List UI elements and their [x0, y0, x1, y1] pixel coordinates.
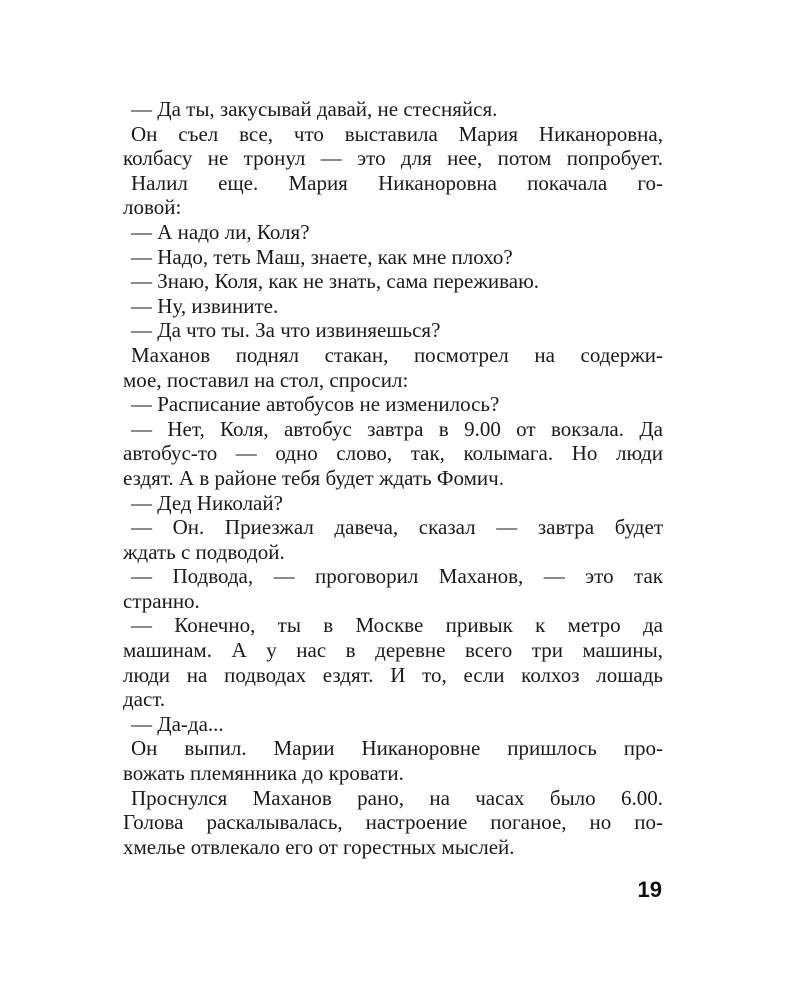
- text-line: — Да-да...: [131, 711, 224, 736]
- text-line: колбасу не тронул — это для нее, потом попробует.: [123, 146, 663, 171]
- text-line: — Да что ты. За что извиняешься?: [131, 318, 441, 343]
- text-line: Голова раскалывалась, настроение поганое, но по-: [123, 810, 663, 835]
- text-line: Проснулся Маханов рано, на часах было 6.00.: [131, 785, 663, 810]
- text-line: — Да ты, закусывай давай, не стесняйся.: [131, 97, 498, 121]
- text-line: вожать племянника до кровати.: [123, 761, 404, 786]
- text-line: люди на подводах ездят. И то, если колхоз лошадь: [123, 662, 663, 687]
- text-line: странно.: [123, 588, 200, 613]
- text-line: хмелье отвлекало его от горестных мыслей.: [123, 834, 515, 859]
- text-line: — Он. Приезжал давеча, сказал — завтра будет: [131, 515, 663, 540]
- text-line: — Надо, теть Маш, знаете, как мне плохо?: [131, 244, 513, 269]
- text-line: Он съел все, что выставила Мария Никаноровна,: [131, 121, 663, 146]
- text-line: ездят. А в районе тебя будет ждать Фомич.: [123, 465, 504, 490]
- text-line: даст.: [123, 687, 166, 712]
- text-line: — Нет, Коля, автобус завтра в 9.00 от вокзала. Да: [131, 416, 663, 441]
- page-number: 19: [637, 877, 662, 902]
- text-line: — А надо ли, Коля?: [131, 219, 310, 244]
- text-line: ждать с подводой.: [123, 539, 285, 564]
- text-line: машинам. А у нас в деревне всего три машины,: [123, 638, 663, 663]
- text-line: — Ну, извините.: [131, 293, 279, 318]
- text-line: Маханов поднял стакан, посмотрел на содержи-: [131, 342, 663, 367]
- text-line: автобус-то — одно слово, так, колымага. Но люди: [123, 441, 663, 466]
- page-text: [123, 97, 663, 859]
- text-line: — Конечно, ты в Москве привык к метро да: [131, 613, 663, 638]
- text-line: — Расписание автобусов не изменилось?: [131, 392, 500, 417]
- text-line: ловой:: [123, 195, 182, 220]
- text-line: — Дед Николай?: [131, 490, 283, 515]
- text-line: — Подвода, — проговорил Маханов, — это так: [131, 564, 663, 589]
- text-line: Налил еще. Мария Никаноровна покачала го-: [131, 170, 663, 195]
- text-line: — Знаю, Коля, как не знать, сама переживаю.: [131, 269, 540, 294]
- text-line: мое, поставил на стол, спросил:: [123, 367, 409, 392]
- text-line: Он выпил. Марии Никаноровне пришлось про-: [131, 736, 663, 761]
